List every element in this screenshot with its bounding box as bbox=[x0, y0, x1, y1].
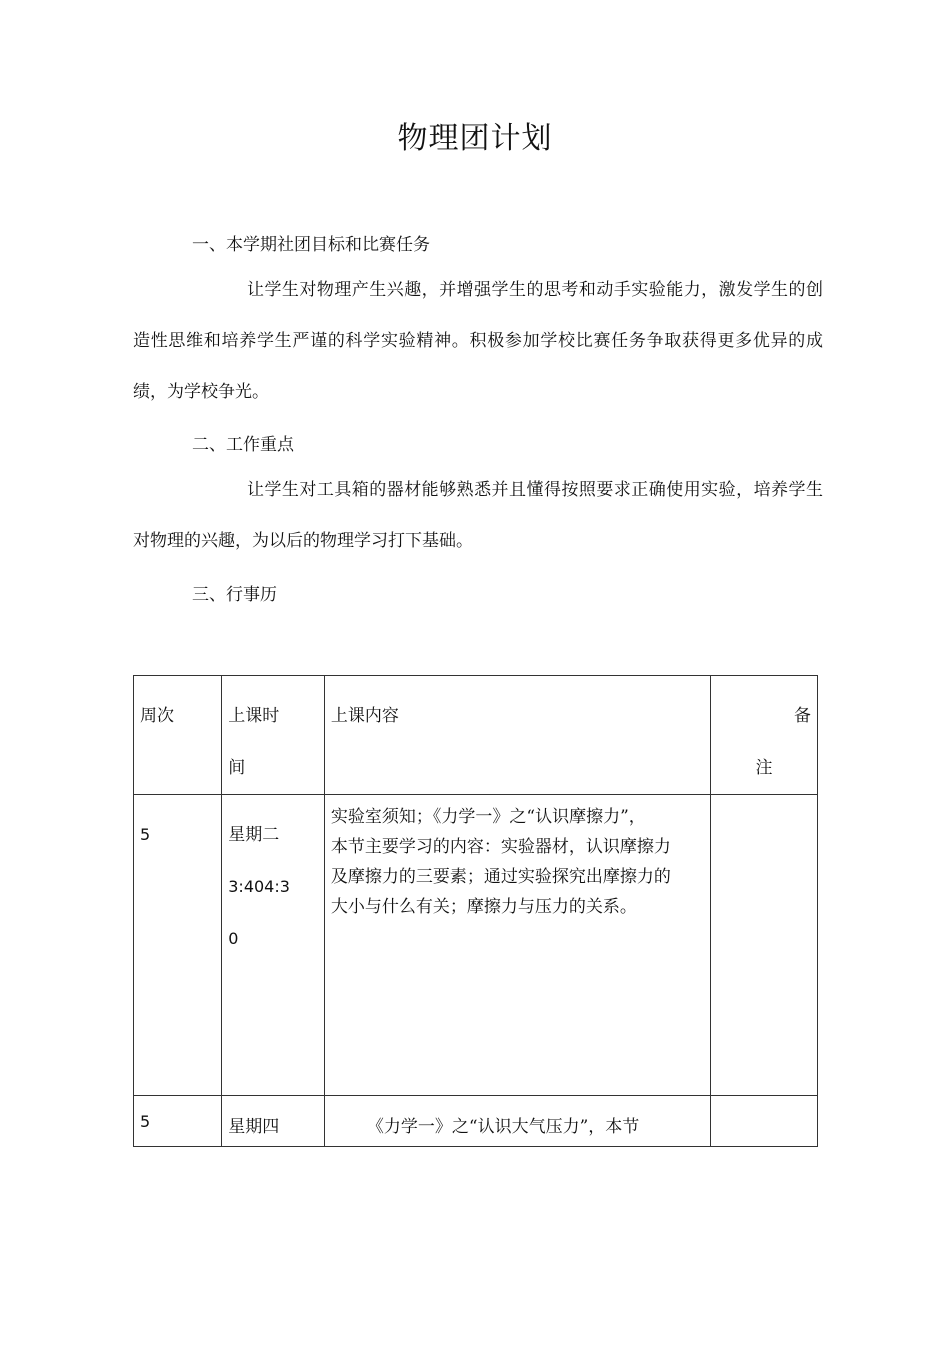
section-heading-calendar: 三、行事历 bbox=[192, 585, 277, 605]
row1-time-line-1: 星期二 bbox=[228, 825, 280, 845]
row1-week-value: 5 bbox=[140, 825, 151, 844]
header-content bbox=[324, 676, 711, 795]
row1-content-line-1: 实验室须知；《力学一》之“认识摩擦力”， bbox=[330, 807, 646, 827]
header-time bbox=[222, 676, 325, 795]
section-heading-focus: 二、工作重点 bbox=[192, 435, 294, 455]
header-content-label: 上课内容 bbox=[330, 706, 399, 726]
row2-remark bbox=[711, 1096, 818, 1147]
row1-time bbox=[222, 795, 325, 1096]
row1-content-line-4: 大小与什么有关；摩擦力与压力的关系。 bbox=[330, 897, 637, 917]
row2-time-line-1: 星期四 bbox=[228, 1117, 280, 1137]
row1-content-line-3: 及摩擦力的三要素；通过实验探究出摩擦力的 bbox=[330, 867, 671, 887]
row1-week bbox=[134, 795, 222, 1096]
row2-time bbox=[222, 1096, 325, 1147]
section-heading-goals: 一、本学期社团目标和比赛任务 bbox=[192, 235, 430, 255]
section-body-focus: 让学生对工具箱的器材能够熟悉并且懂得按照要求正确使用实验，培养学生对物理的兴趣，为以后的物理学习打下基础。 bbox=[133, 480, 823, 551]
row2-week-value: 5 bbox=[140, 1112, 151, 1131]
header-remark bbox=[711, 676, 818, 795]
schedule-table bbox=[133, 675, 818, 1147]
row2-content-line-1: 《力学一》之“认识大气压力”，本节 bbox=[366, 1117, 640, 1137]
row1-content bbox=[324, 795, 711, 1096]
table-row bbox=[134, 1096, 818, 1147]
header-week bbox=[134, 676, 222, 795]
header-time-label-1: 上课时 bbox=[228, 706, 280, 726]
row1-time-line-3: 0 bbox=[228, 929, 239, 948]
header-remark-label-2: 注 bbox=[755, 758, 773, 778]
header-remark-label-1: 备 bbox=[794, 706, 811, 726]
header-week-label: 周次 bbox=[140, 706, 174, 726]
row1-time-line-2: 3:404:3 bbox=[228, 877, 290, 896]
row2-content bbox=[324, 1096, 711, 1147]
header-time-label-2: 间 bbox=[228, 758, 246, 778]
table-row bbox=[134, 795, 818, 1096]
row1-content-line-2: 本节主要学习的内容：实验器材，认识摩擦力 bbox=[330, 837, 671, 857]
page-title: 物理团计划 bbox=[397, 121, 553, 156]
row1-remark bbox=[711, 795, 818, 1096]
row2-week bbox=[134, 1096, 222, 1147]
section-body-goals: 让学生对物理产生兴趣，并增强学生的思考和动手实验能力，激发学生的创造性思维和培养学生严谨的科学实验精神。积极参加学校比赛任务争取获得更多优异的成绩，为学校争光。 bbox=[133, 280, 823, 402]
table-header-row bbox=[134, 676, 818, 795]
